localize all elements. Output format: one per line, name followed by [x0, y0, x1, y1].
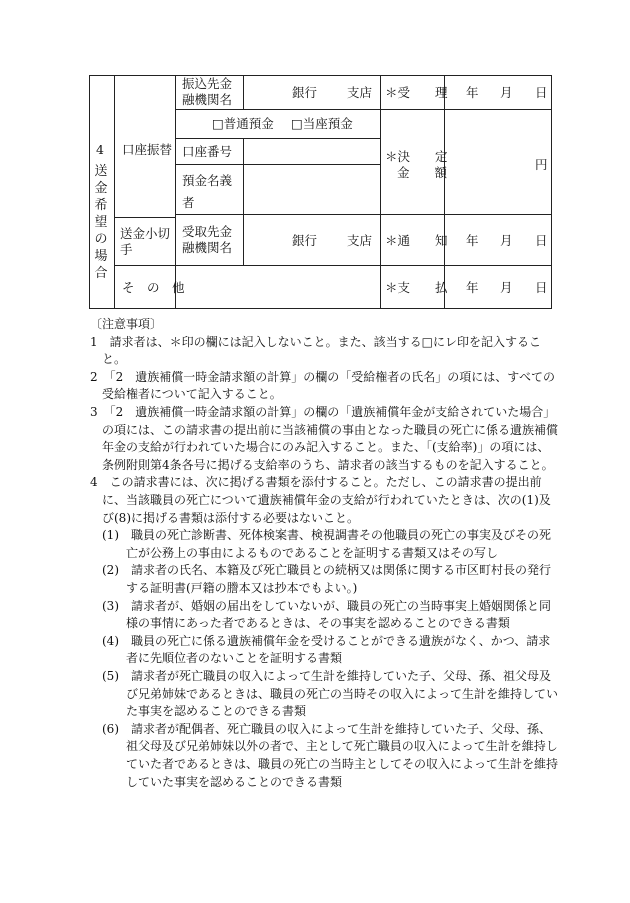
- table-rule: [175, 75, 176, 309]
- label-payment: ＊支 払: [385, 280, 448, 295]
- receipt-day: 日: [535, 85, 548, 100]
- branch-suffix: 支店: [347, 85, 373, 100]
- label-account-number: 口座番号: [182, 144, 233, 159]
- note-line: に、当該職員の死亡について遺族補償年金の支給が行われていたときは、次の(1)及: [90, 493, 551, 507]
- label-notice: ＊通 知: [385, 233, 448, 248]
- table-rule: [175, 138, 380, 139]
- note-line: 条例附則第4条各号に掲げる支給率のうち、請求者の該当するものを記入すること。: [90, 457, 554, 472]
- note-line: (1) 職員の死亡診断書、死体検案書、検視調書その他職員の死亡の事実及びその死: [90, 528, 552, 543]
- note-line: 様の事情にあった者であるときは、その事実を認めることのできる書類: [90, 616, 510, 631]
- note-line: 2 「2 遺族補償一時金請求額の計算」の欄の「受給権者の氏名」の項には、すべての: [90, 369, 556, 384]
- remittance-form-table: [89, 75, 552, 309]
- note-line: 1 請求者は、＊印の欄には記入しないこと。また、該当する□にレ印を記入するこ: [90, 334, 541, 349]
- table-border: [89, 308, 552, 309]
- note-line: ていた者であるときは、職員の死亡の当時主としてその収入によって生計を維持: [90, 757, 559, 771]
- note-line: 亡が公務上の事由によるものであることを証明する書類又はその写し: [90, 545, 499, 560]
- note-line: する証明書(戸籍の謄本又は抄本でもよい。): [90, 581, 358, 595]
- table-rule: [175, 109, 551, 110]
- receipt-month: 月: [500, 85, 513, 100]
- note-line: の項には、この請求書の提出前に当該補償の事由となった職員の死亡に係る遺族補償: [90, 422, 559, 437]
- table-rule: [114, 265, 551, 266]
- label-account-holder-2: 者: [182, 195, 195, 210]
- label-other: そ の 他: [122, 280, 185, 295]
- label-account-holder-1: 預金名義: [182, 173, 233, 188]
- table-rule: [175, 214, 551, 215]
- note-line: (3) 請求者が、婚姻の届出をしていないが、職員の死亡の当時事実上婚姻関係と同: [90, 598, 552, 613]
- section-number: 4: [96, 142, 104, 157]
- note-line: び兄弟姉妹であるときは、職員の死亡の当時その収入によって生計を維持してい: [90, 686, 559, 701]
- label-remittance-check-1: 送金小切: [120, 226, 171, 241]
- table-border: [89, 75, 552, 76]
- decision-amount-yen: 円: [535, 157, 548, 172]
- note-line: た事実を認めることのできる書類: [90, 704, 307, 719]
- payment-day: 日: [535, 280, 548, 295]
- payment-month: 月: [500, 280, 513, 295]
- note-line: 3 「2 遺族補償一時金請求額の計算」の欄の「遺族補償年金が支給されていた場合」: [90, 405, 556, 419]
- note-line: していた事実を認めることのできる書類: [90, 774, 343, 789]
- checkbox-current-deposit[interactable]: □当座預金: [291, 116, 353, 131]
- label-koza-furikae: 口座振替: [122, 142, 173, 157]
- note-line: (5) 請求者が死亡職員の収入によって生計を維持していた子、父母、孫、祖父母及: [90, 669, 552, 683]
- label-furikomi-bank-1: 振込先金: [182, 76, 233, 91]
- branch-suffix-2: 支店: [347, 233, 373, 248]
- section-vertical-title: 送 金 希 望 の 場 合: [94, 164, 108, 281]
- table-rule: [444, 75, 445, 309]
- notes-heading: 〔注意事項〕: [90, 317, 163, 331]
- bank-suffix: 銀行: [292, 85, 318, 100]
- label-receipt: ＊受 理: [385, 85, 448, 100]
- table-rule: [243, 75, 244, 109]
- table-border: [89, 75, 90, 309]
- note-line: 年金の支給が行われていた場合にのみ記入すること。また、「(支給率)」の項には、: [90, 440, 550, 455]
- payment-year: 年: [466, 280, 479, 295]
- label-receiving-bank-2: 融機関名: [182, 240, 233, 255]
- table-border: [551, 75, 552, 309]
- notice-day: 日: [535, 233, 548, 248]
- table-rule: [243, 138, 244, 266]
- note-line: 祖父母及び兄弟姉妹以外の者で、主として死亡職員の収入によって生計を維持し: [90, 739, 558, 754]
- label-receiving-bank-1: 受取先金: [182, 224, 233, 239]
- notice-month: 月: [500, 233, 513, 248]
- label-decision-2: 金 額: [397, 165, 448, 180]
- table-rule: [175, 164, 380, 165]
- note-line: (4) 職員の死亡に係る遺族補償年金を受けることができる遺族がなく、かつ、請求: [90, 633, 551, 648]
- note-line: と。: [90, 352, 127, 367]
- table-rule: [114, 75, 115, 309]
- note-line: 受給権者について記入すること。: [90, 387, 282, 402]
- checkbox-normal-deposit[interactable]: □普通預金: [212, 116, 274, 131]
- note-line: び(8)に掲げる書類は添付する必要はないこと。: [90, 510, 359, 525]
- label-furikomi-bank-2: 融機関名: [182, 92, 233, 107]
- table-rule: [114, 217, 175, 218]
- table-rule: [380, 75, 381, 309]
- label-decision-1: ＊決 定: [385, 149, 448, 164]
- note-line: (2) 請求者の氏名、本籍及び死亡職員との続柄又は関係に関する市区町村長の発行: [90, 563, 552, 578]
- note-line: (6) 請求者が配偶者、死亡職員の収入によって生計を維持していた子、父母、孫、: [90, 721, 552, 736]
- receipt-year: 年: [466, 85, 479, 100]
- bank-suffix-2: 銀行: [292, 233, 318, 248]
- notice-year: 年: [466, 233, 479, 248]
- note-line: 4 この請求書には、次に掲げる書類を添付すること。ただし、この請求書の提出前: [90, 475, 542, 490]
- note-line: 者に先順位者のないことを証明する書類: [90, 651, 343, 666]
- label-remittance-check-2: 手: [120, 242, 133, 257]
